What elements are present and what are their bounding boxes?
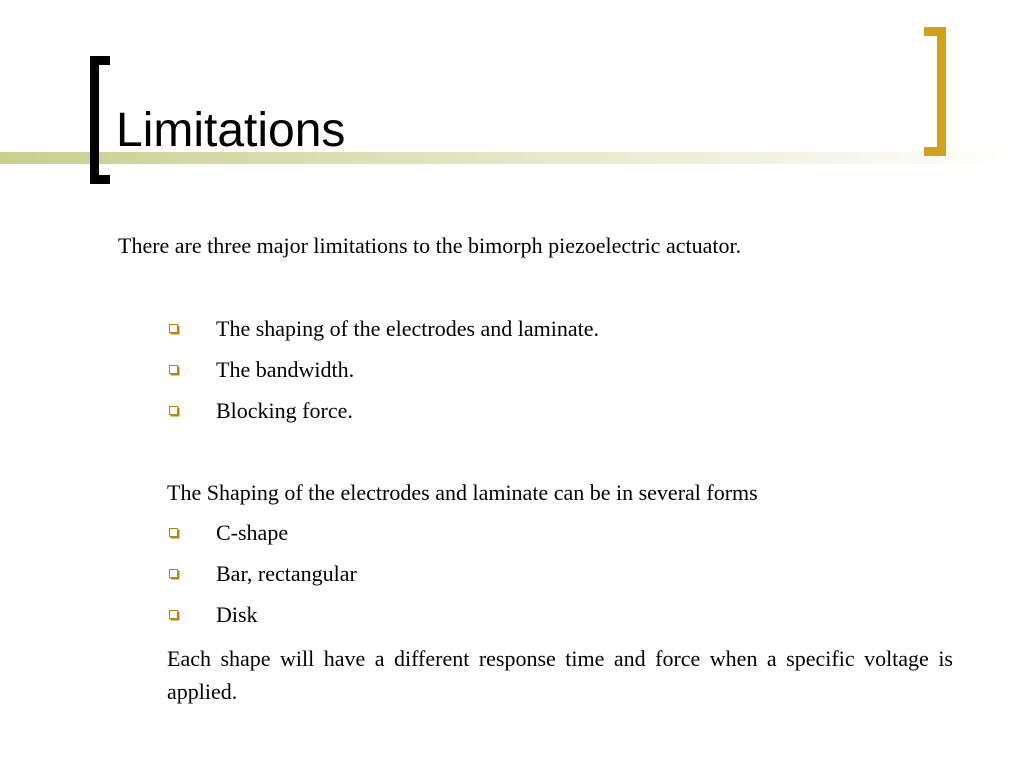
- square-bullet-icon: [169, 365, 178, 374]
- closing-text: Each shape will have a different response time and force when a specific voltage is applied.: [167, 646, 953, 704]
- square-bullet-icon: [169, 324, 178, 333]
- list-item: [166, 397, 599, 438]
- list-item: [166, 560, 357, 601]
- left-bracket-decoration: [90, 56, 110, 184]
- square-bullet-icon: [169, 406, 178, 415]
- limitations-list: [166, 315, 599, 438]
- intro-text: There are three major limitations to the bimorph piezoelectric actuator.: [118, 233, 742, 258]
- shapes-heading: The Shaping of the electrodes and laminate can be in several forms: [167, 480, 758, 505]
- square-bullet-icon: [169, 569, 178, 578]
- list-item: [166, 356, 599, 397]
- square-bullet-icon: [169, 610, 178, 619]
- list-item-text: C-shape: [216, 520, 289, 545]
- list-item-text: Disk: [216, 602, 258, 627]
- right-bracket-decoration: [924, 27, 946, 156]
- list-item-text: The bandwidth.: [216, 357, 355, 382]
- slide-title: Limitations: [116, 104, 346, 157]
- list-item: [166, 601, 357, 642]
- list-item-text: Blocking force.: [216, 398, 353, 423]
- list-item-text: Bar, rectangular: [216, 561, 357, 586]
- square-bullet-icon: [169, 528, 178, 537]
- list-item-text: The shaping of the electrodes and laminate.: [216, 316, 600, 341]
- list-item: [166, 315, 599, 356]
- list-item: [166, 519, 357, 560]
- shapes-list: [166, 519, 357, 642]
